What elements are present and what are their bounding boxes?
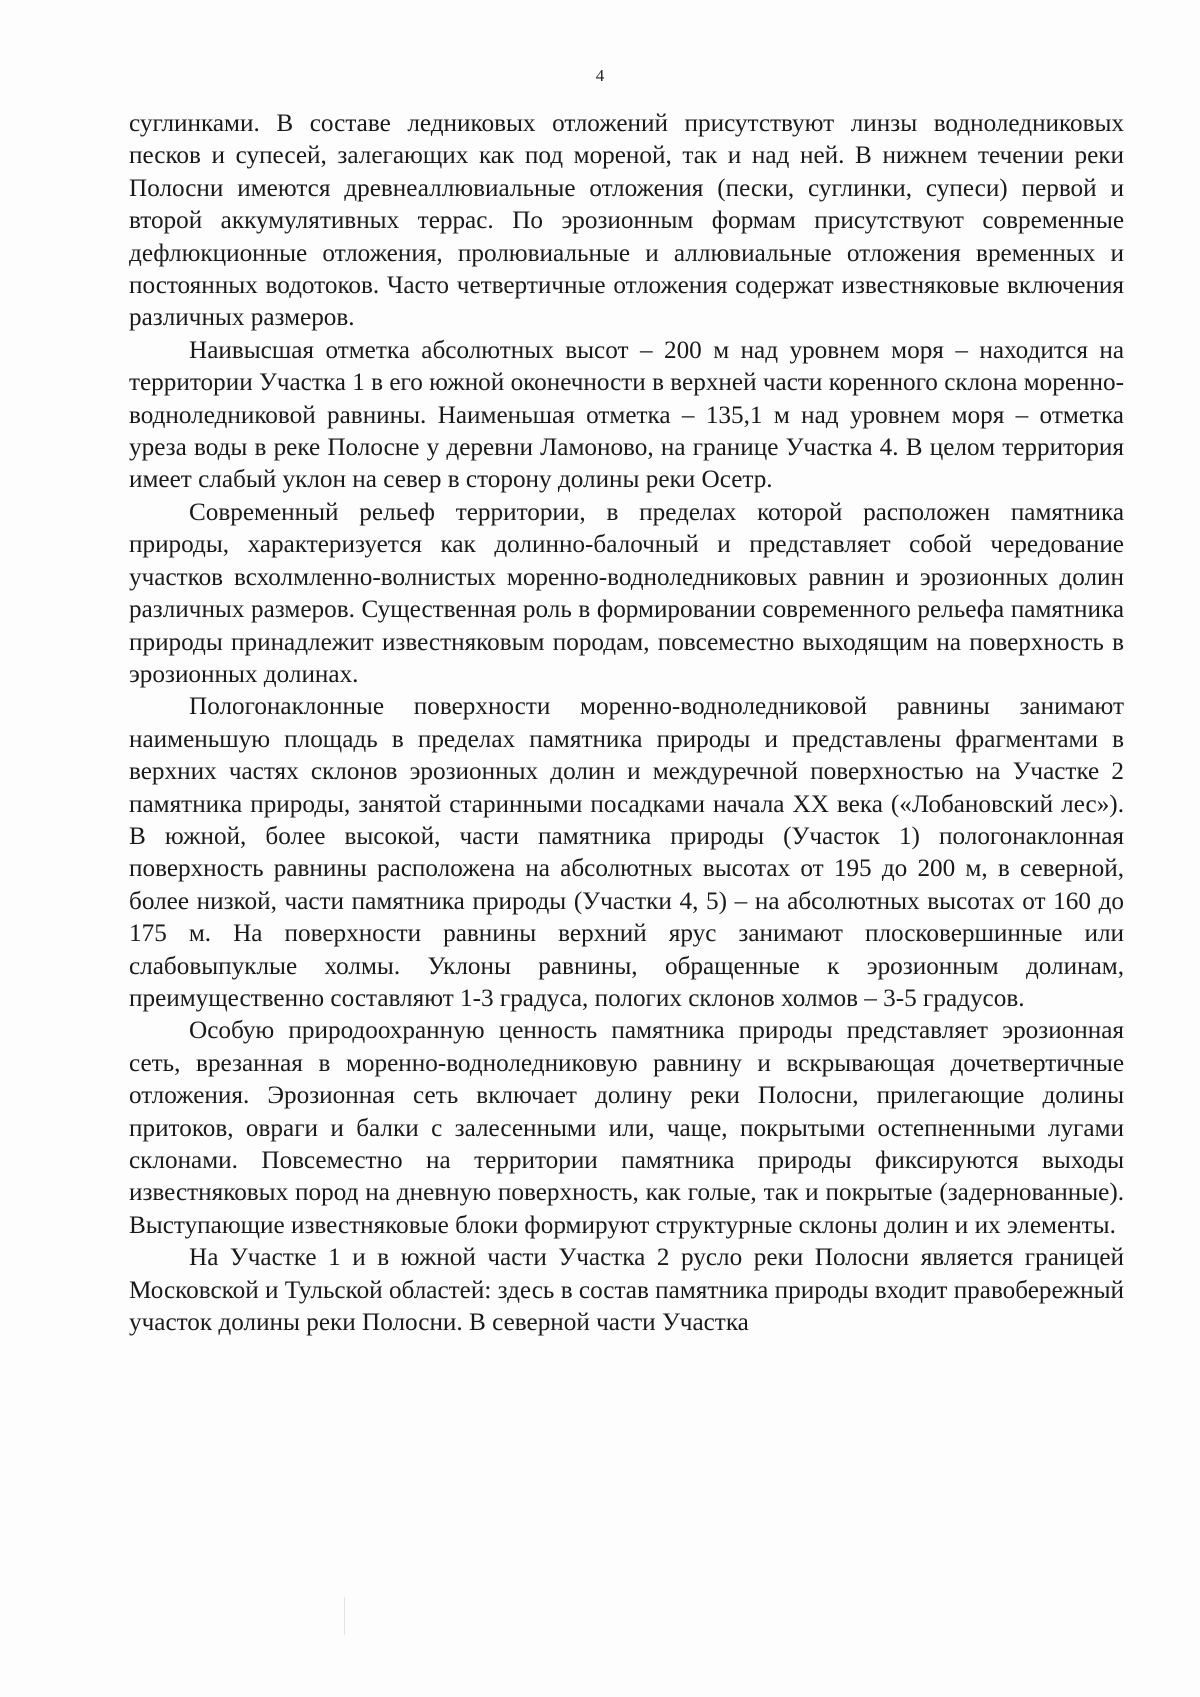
page-number: 4 xyxy=(595,66,605,85)
paragraph-elevations: Наивысшая отметка абсолютных высот – 200 м над уровнем моря – находится на территории Участка 1 в его южной оконечности в верхней части коренного склона моренно-водноледниковой равнины. Наименьшая отметка – 135,1 м над уровнем моря – отметка уреза воды в реке Полосне у деревни Ламоново, на границе Участка 4. В целом территория имеет слабый уклон на север в сторону долины реки Осетр. xyxy=(129,336,1124,494)
paragraph-erosion-network: Особую природоохранную ценность памятника природы представляет эрозионная сеть, врезанная в моренно-водноледниковую равнину и вскрывающая дочетвертичные отложения. Эрозионная сеть включает долину реки Полосни, прилегающие долины притоков, овраги и балки с залесенными или, чаще, покрытыми остепненными лугами склонами. Повсеместно на территории памятника природы фиксируются выходы известняковых пород на дневную поверхность, как голые, так и покрытые (задернованные). Выступающие известняковые блоки формируют структурные склоны долин и их элементы. xyxy=(129,1017,1124,1239)
paragraph-sediments-continued: суглинками. В составе ледниковых отложений присутствуют линзы водноледниковых песков и супесей, залегающих как под мореной, так и над ней. В нижнем течении реки Полосни имеются древнеаллювиальные отложения (пески, суглинки, супеси) первой и второй аккумулятивных террас. По эрозионным формам присутствуют современные дефлюкционные отложения, пролювиальные и аллювиальные отложения временных и постоянных водотоков. Часто четвертичные отложения содержат известняковые включения различных размеров. xyxy=(129,110,1124,332)
paragraph-plain-surfaces: Пологонаклонные поверхности моренно-водноледниковой равнины занимают наименьшую площадь в пределах памятника природы и представлены фрагментами в верхних частях склонов эрозионных долин и междуречной поверхностью на Участке 2 памятника природы, занятой старинными посадками начала XX века («Лобановский лес»). В южной, более высокой, части памятника природы (Участок 1) пологонаклонная поверхность равнины расположена на абсолютных высотах от 195 до 200 м, в северной, более низкой, части памятника природы (Участки 4, 5) – на абсолютных высотах от 160 до 175 м. На поверхности равнины верхний ярус занимают плосковершинные или слабовыпуклые холмы. Уклоны равнины, обращенные к эрозионным долинам, преимущественно составляют 1-3 градуса, пологих склонов холмов – 3-5 градусов. xyxy=(129,693,1124,1012)
paragraph-modern-relief: Современный рельеф территории, в пределах которой расположен памятника природы, характеризуется как долинно-балочный и представляет собой чередование участков всхолмленно-волнистых моренно-водноледниковых равнин и эрозионных долин различных размеров. Существенная роль в формировании современного рельефа памятника природы принадлежит известняковым породам, повсеместно выходящим на поверхность в эрозионных долинах. xyxy=(129,498,1124,688)
document-body xyxy=(129,108,1124,1339)
scan-artifact-line xyxy=(344,1597,345,1635)
paragraph-river-boundary: На Участке 1 и в южной части Участка 2 русло реки Полосни является границей Московской и Тульской областей: здесь в состав памятника природы входит правобережный участок долины реки Полосни. В северной части Участка xyxy=(129,1244,1124,1337)
